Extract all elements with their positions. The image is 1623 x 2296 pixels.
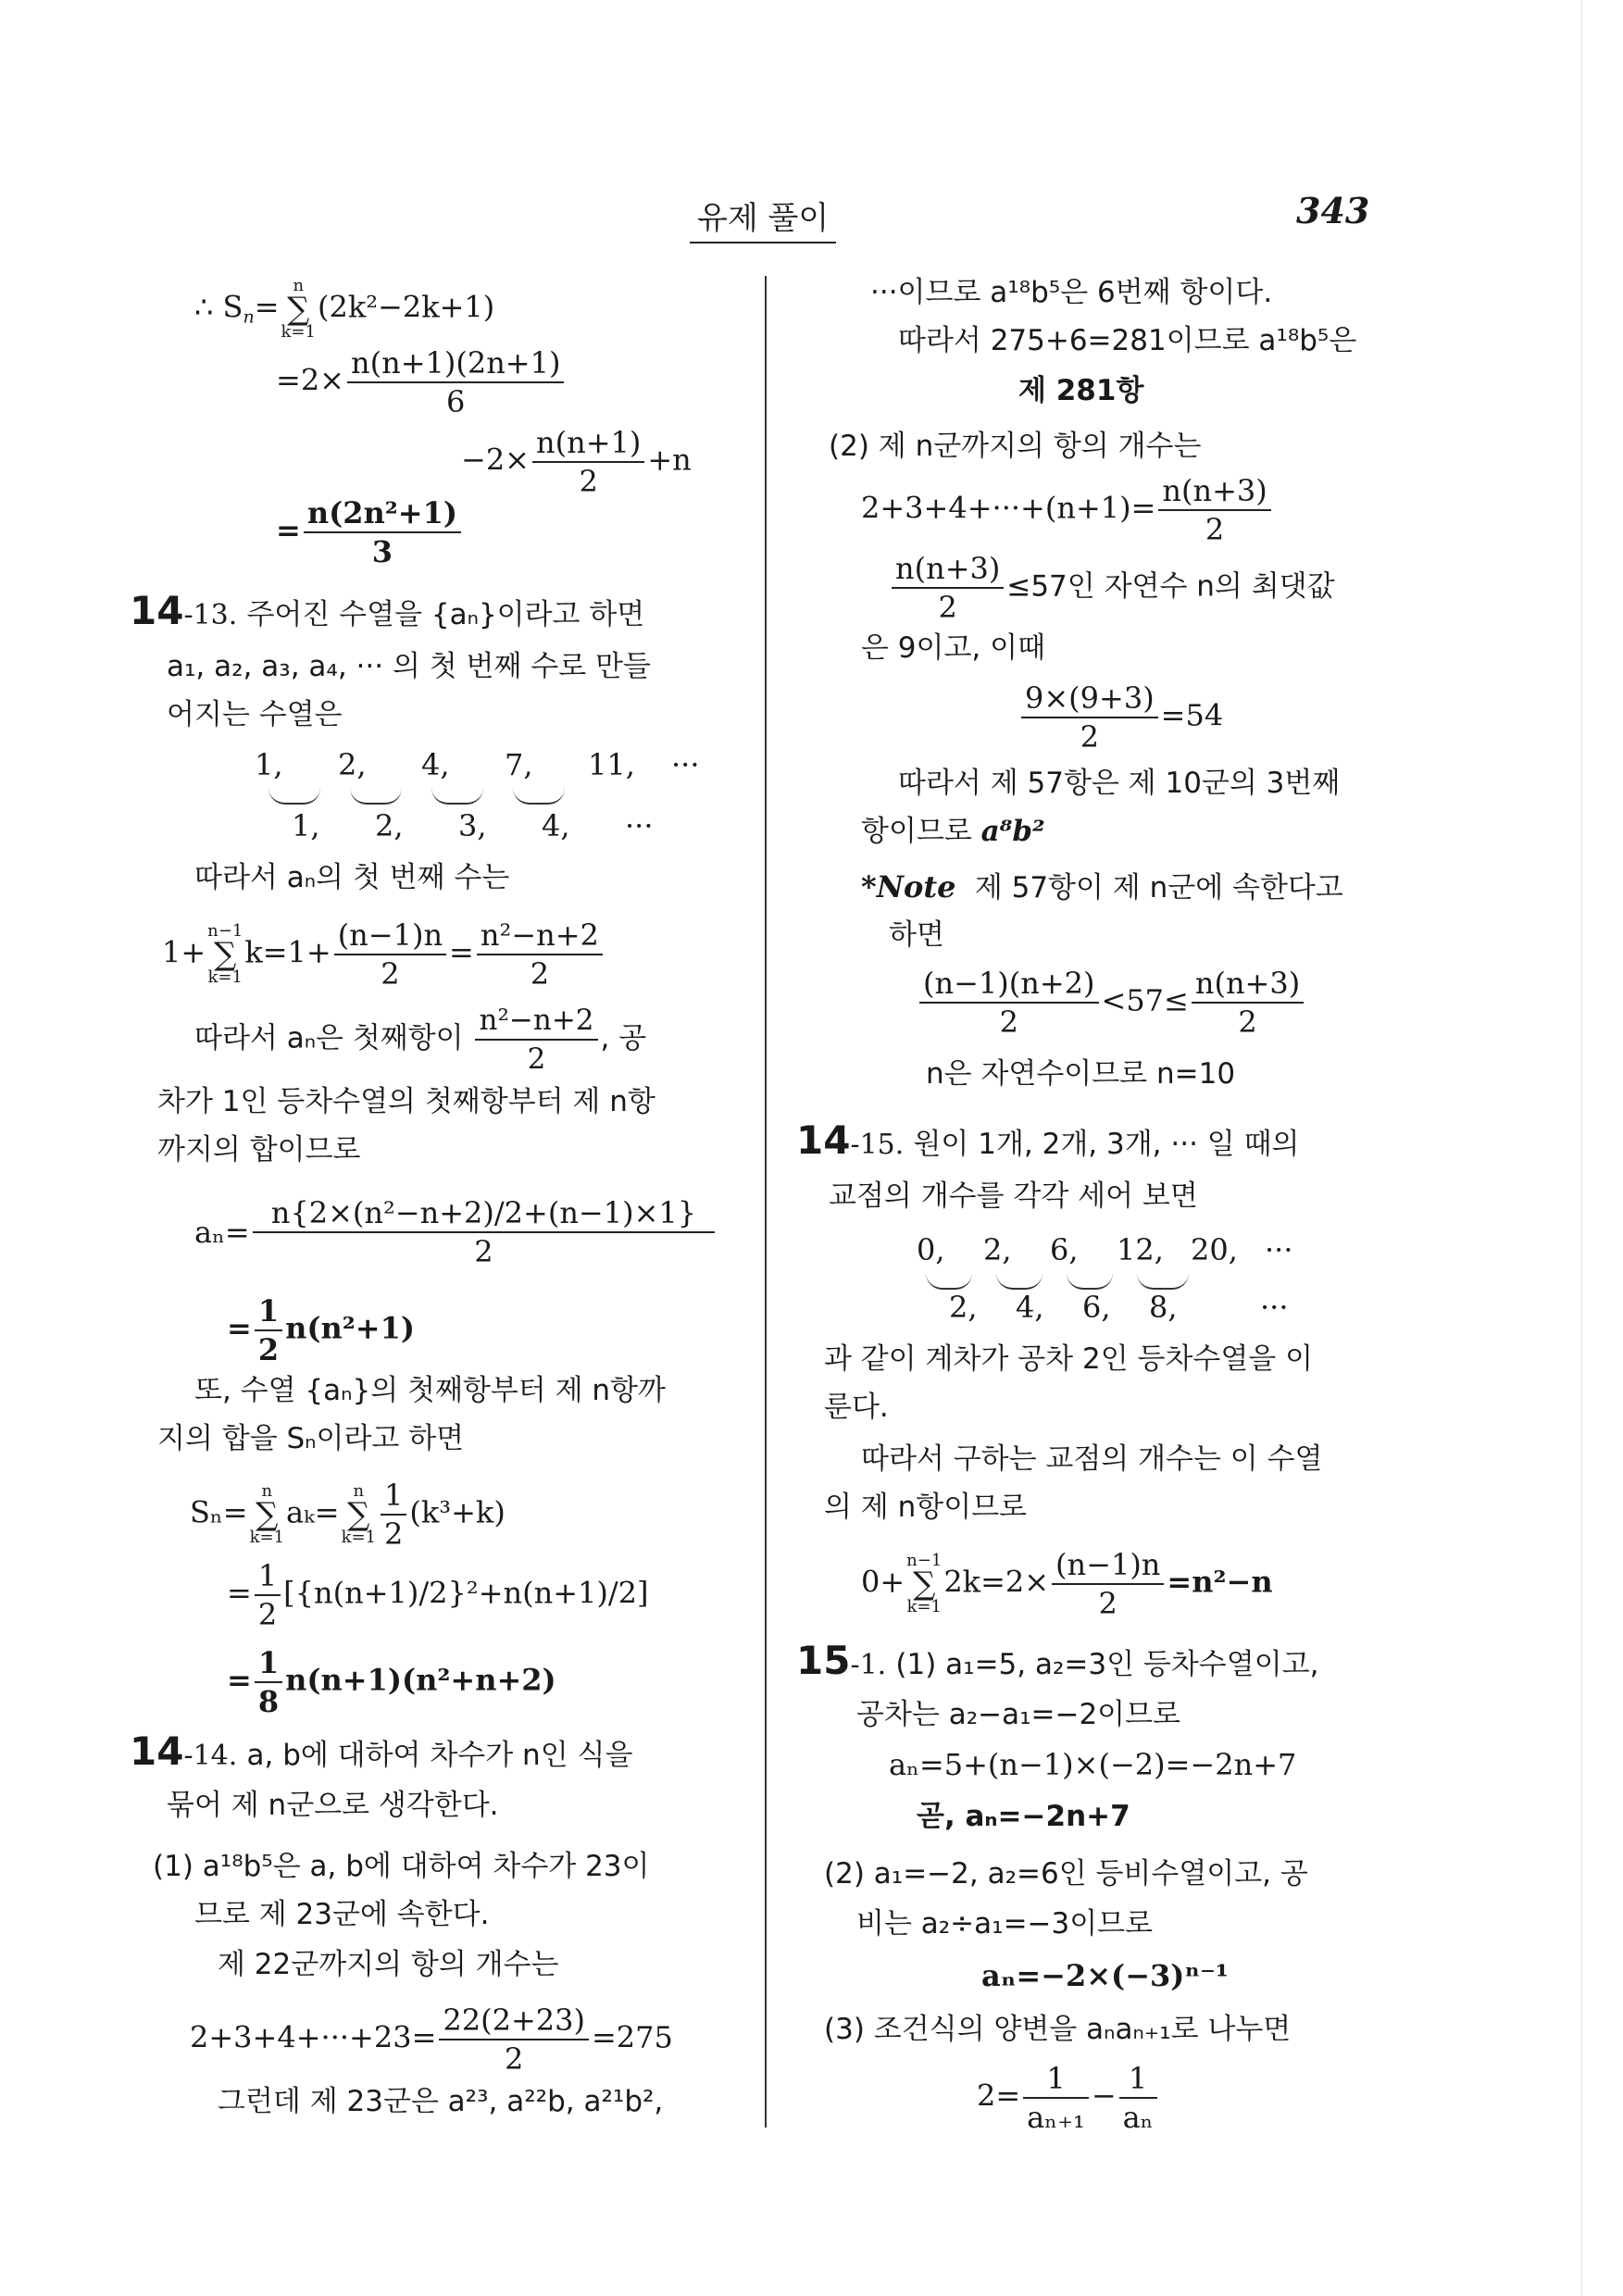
formula-first-number: 1+n−1 ∑ k=1k=1+ $\frac{(n-1)n}{2}$ = $\frac{\text{n²−n+2}}{2}$: [162, 917, 606, 992]
an-result: = $\frac{1}{2}$ n(n²+1): [227, 1293, 415, 1367]
text-sum: 까지의 합이므로: [157, 1133, 361, 1167]
sn-formula-2: = $\frac{1}{2}$ [{n(n+1)/2}²+n(n+1)/2]: [227, 1558, 649, 1632]
problem-14-14-line1: 14-14. a, b에 대하여 차수가 n인 식을: [130, 1728, 633, 1774]
page-edge: [1581, 0, 1582, 2296]
r-calc-54: $\frac{9\times(9+3)}{2}$ =54: [1018, 680, 1223, 755]
p15-line3: 과 같이 계차가 공차 2인 등차수열을 이: [824, 1342, 1314, 1376]
column-divider: [765, 276, 767, 2128]
r-ineq: $\frac{n(n+3)}{2}$ ≤57인 자연수 n의 최댓값: [889, 550, 1335, 626]
q1-answer: 곧, aₙ=−2n+7: [917, 1800, 1130, 1833]
problem-14-13-line3: 어지는 수열은: [167, 698, 343, 731]
p14-part1-c: 제 22군까지의 항의 개수는: [218, 1948, 559, 1981]
r-line1: ···이므로 a¹⁸b⁵은 6번째 항이다.: [870, 276, 1273, 309]
sn-formula-1: Sₙ=n ∑ k=1aₖ=n ∑ k=1 $\frac{1}{2}$ (k³+k): [190, 1478, 506, 1552]
r-line10: 항이므로 a⁸b²: [861, 815, 1045, 848]
r-line7: 은 9이고, 이때: [861, 631, 1046, 665]
problem-14-13-line1: 14-13. 주어진 수열을 {aₙ}이라고 하면: [130, 588, 645, 633]
sum-result: = $\frac{\text{n(2n²+1)}}{3}$: [276, 494, 464, 570]
problem-15-1-line1: 15-1. (1) a₁=5, a₂=3인 등차수열이고,: [796, 1638, 1319, 1683]
note-ineq: $\frac{(n-1)(n+2)}{2}$ <57≤ $\frac{n(n+3)}{2}$: [917, 965, 1306, 1041]
text-first-number: 따라서 aₙ의 첫 번째 수는: [194, 861, 510, 894]
problem-14-13-line2: a₁, a₂, a₃, a₄, ··· 의 첫 번째 수로 만들: [167, 650, 651, 683]
p15-formula: 0+n−1 ∑ k=12k=2× $\frac{(n-1)n}{2}$ =n²−n: [861, 1547, 1273, 1621]
q1-line3: aₙ=5+(n−1)×(−2)=−2n+7: [889, 1747, 1297, 1782]
sequence-top: 1, 2, 4, 7, 11, ···: [255, 747, 700, 782]
problem-14-14-line2: 묶어 제 n군으로 생각한다.: [167, 1789, 499, 1822]
p15-line5: 따라서 구하는 교점의 개수는 이 수열: [861, 1442, 1323, 1476]
q2-answer: aₙ=−2×(−3)ⁿ⁻¹: [981, 1958, 1229, 1993]
sum-line-3: −2× $\frac{n(n+1)}{2}$ +n: [461, 425, 692, 499]
note-line2: 하면: [889, 918, 944, 952]
header-title: 유제 풀이: [690, 193, 836, 243]
text-sn-1: 또, 수열 {aₙ}의 첫째항부터 제 n항까: [194, 1374, 666, 1407]
r-answer-281: 제 281항: [1018, 374, 1144, 407]
p15-line6: 의 제 n항이므로: [824, 1491, 1028, 1524]
q2-line2: 비는 a₂÷a₁=−3이므로: [856, 1907, 1154, 1940]
r-line9: 따라서 제 57항은 제 10군의 3번째: [898, 767, 1341, 800]
sum-line-2: =2× $\frac{n(n+1)(2n+1)}{6}$: [276, 344, 567, 420]
sn-result: = $\frac{1}{8}$ n(n+1)(n²+n+2): [227, 1645, 556, 1719]
note-line1: *Note 제 57항이 제 n군에 속한다고: [861, 869, 1343, 905]
q2-line1: (2) a₁=−2, a₂=6인 등비수열이고, 공: [824, 1857, 1308, 1890]
p14-part1-a: (1) a¹⁸b⁵은 a, b에 대하여 차수가 23이: [153, 1850, 650, 1883]
page-number: 343: [1296, 190, 1370, 231]
note-line3: n은 자연수이므로 n=10: [926, 1057, 1236, 1091]
sum-line-1: ∴ $S_n=n$ ∑ k=1(2k²−2k+1): [194, 276, 495, 342]
p14-sum: 2+3+4+···+23= $\frac{22(2+23)}{2}$ =275: [190, 2003, 673, 2077]
r-part2: (2) 제 n군까지의 항의 개수는: [829, 430, 1202, 463]
r-line2: 따라서 275+6=281이므로 a¹⁸b⁵은: [898, 324, 1357, 357]
q1-line2: 공차는 a₂−a₁=−2이므로: [856, 1698, 1181, 1731]
p14-last: 그런데 제 23군은 a²³, a²²b, a²¹b²,: [218, 2085, 664, 2118]
text-first-term: 따라서 aₙ은 첫째항이 $\frac{\text{n²−n+2}}{2}$ , 공: [194, 1004, 647, 1076]
text-sn-2: 지의 합을 Sₙ이라고 하면: [157, 1422, 465, 1455]
sequence2-differences: 2, 4, 6, 8, ···: [949, 1290, 1289, 1325]
r-count-formula: 2+3+4+···+(n+1)= $\frac{n(n+3)}{2}$: [861, 472, 1274, 548]
p15-line4: 룬다.: [824, 1391, 889, 1424]
an-formula: aₙ= $\frac{\text{n\{2×(n²−n+2)/2+(n−1)×1\}}}{2}$: [194, 1194, 718, 1270]
sequence-differences: 1, 2, 3, 4, ···: [292, 808, 654, 843]
sequence2-top: 0, 2, 6, 12, 20, ···: [917, 1232, 1293, 1267]
problem-14-15-line1: 14-15. 원이 1개, 2개, 3개, ··· 일 때의: [796, 1117, 1300, 1163]
problem-14-15-line2: 교점의 개수를 각각 세어 보면: [829, 1179, 1198, 1213]
p14-part1-b: 므로 제 23군에 속한다.: [194, 1898, 490, 1931]
q3-formula: 2= $\frac{1}{\text{aₙ₊₁}}$ − $\frac{1}{\text{aₙ}}$: [977, 2060, 1160, 2136]
text-arith: 차가 1인 등차수열의 첫째항부터 제 n항: [157, 1085, 655, 1118]
q3-line1: (3) 조건식의 양변을 aₙaₙ₊₁로 나누면: [824, 2013, 1292, 2046]
